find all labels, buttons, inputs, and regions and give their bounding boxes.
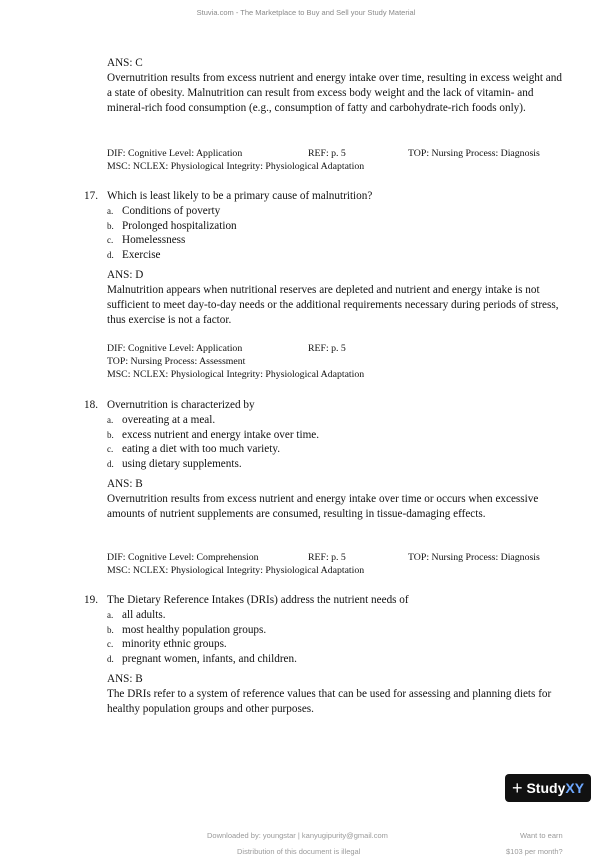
question-17-number: 17. <box>84 190 98 202</box>
footer-price[interactable]: $103 per month? <box>506 847 563 856</box>
logo-study-text: Study <box>526 780 566 796</box>
question-19-text: The Dietary Reference Intakes (DRIs) address the nutrient needs of <box>107 594 409 606</box>
prev-meta <box>107 147 577 175</box>
prev-answer: ANS: C <box>107 57 143 69</box>
logo-xy-text: XY <box>565 780 585 796</box>
question-18-option-c[interactable]: c. eating a diet with too much variety. <box>107 443 281 455</box>
question-17-option-a[interactable]: a. Conditions of poverty <box>107 205 221 217</box>
question-17-dif: DIF: Cognitive Level: Application <box>107 343 243 354</box>
question-18-number: 18. <box>84 399 98 411</box>
footer-downloaded-by: Downloaded by: youngstar | kanyugipurity@gmail.com <box>207 831 388 840</box>
question-17-option-d[interactable]: d. Exercise <box>107 248 161 261</box>
question-17-option-b[interactable]: b. Prolonged hospitalization <box>107 219 237 232</box>
prev-msc: MSC: NCLEX: Physiological Integrity: Physiological Adaptation <box>107 161 365 172</box>
prev-ref: REF: p. 5 <box>308 148 346 159</box>
question-17-meta <box>107 342 577 384</box>
question-18-dif: DIF: Cognitive Level: Comprehension <box>107 552 259 563</box>
footer-illegal-notice: Distribution of this document is illegal <box>237 847 361 856</box>
question-18-option-a[interactable]: a. overeating at a meal. <box>107 414 216 426</box>
question-17-answer: ANS: D <box>107 269 144 281</box>
question-19-option-c[interactable]: c. minority ethnic groups. <box>107 638 227 650</box>
question-17-msc: MSC: NCLEX: Physiological Integrity: Physiological Adaptation <box>107 369 365 380</box>
footer-earn-link[interactable]: Want to earn <box>520 831 563 840</box>
question-18-ref: REF: p. 5 <box>308 552 346 563</box>
question-18-option-d[interactable]: d. using dietary supplements. <box>107 457 242 470</box>
question-19-number: 19. <box>84 594 98 606</box>
question-17-ref: REF: p. 5 <box>308 343 346 354</box>
prev-dif: DIF: Cognitive Level: Application <box>107 148 243 159</box>
question-18-option-b[interactable]: b. excess nutrient and energy intake over time. <box>107 428 320 441</box>
plus-icon: + <box>511 777 523 798</box>
question-19-option-d[interactable]: d. pregnant women, infants, and children. <box>107 652 297 665</box>
question-19-rationale: The DRIs refer to a system of reference values that can be used for assessing and planning diets for healthy population groups and other purposes. <box>107 688 552 715</box>
question-17-text: Which is least likely to be a primary cause of malnutrition? <box>107 190 373 202</box>
question-17-top: TOP: Nursing Process: Assessment <box>107 356 246 367</box>
question-18-msc: MSC: NCLEX: Physiological Integrity: Physiological Adaptation <box>107 565 365 576</box>
question-19-option-a[interactable]: a. all adults. <box>107 609 166 621</box>
studyxy-logo[interactable] <box>505 774 591 802</box>
question-18-meta <box>107 551 577 579</box>
question-18-answer: ANS: B <box>107 478 143 490</box>
prev-rationale: Overnutrition results from excess nutrient and energy intake over time, resulting in excess weight and a state of obesity. Malnutrition can result from excess body weight and the lack of vitamin- and mineral-rich food consumption (e.g., consumption of fatty and carbohydrate-rich foods only). <box>107 72 562 114</box>
question-18-text: Overnutrition is characterized by <box>107 399 255 411</box>
stuvia-banner: Stuvia.com - The Marketplace to Buy and Sell your Study Material <box>196 8 416 17</box>
prev-top: TOP: Nursing Process: Diagnosis <box>408 148 540 159</box>
question-19-option-b[interactable]: b. most healthy population groups. <box>107 623 267 636</box>
question-17-option-c[interactable]: c. Homelessness <box>107 234 186 246</box>
question-18-top: TOP: Nursing Process: Diagnosis <box>408 552 540 563</box>
question-18-rationale: Overnutrition results from excess nutrient and energy intake over time or occurs when excessive amounts of nutrient supplements are consumed, resulting in tissue-damaging effects. <box>107 493 539 520</box>
question-17-rationale: Malnutrition appears when nutritional reserves are depleted and nutrient and energy intake is not sufficient to meet day-to-day needs or the additional requirements necessary during periods of stress, thus exercise is not a factor. <box>107 284 559 326</box>
question-19-answer: ANS: B <box>107 673 143 685</box>
